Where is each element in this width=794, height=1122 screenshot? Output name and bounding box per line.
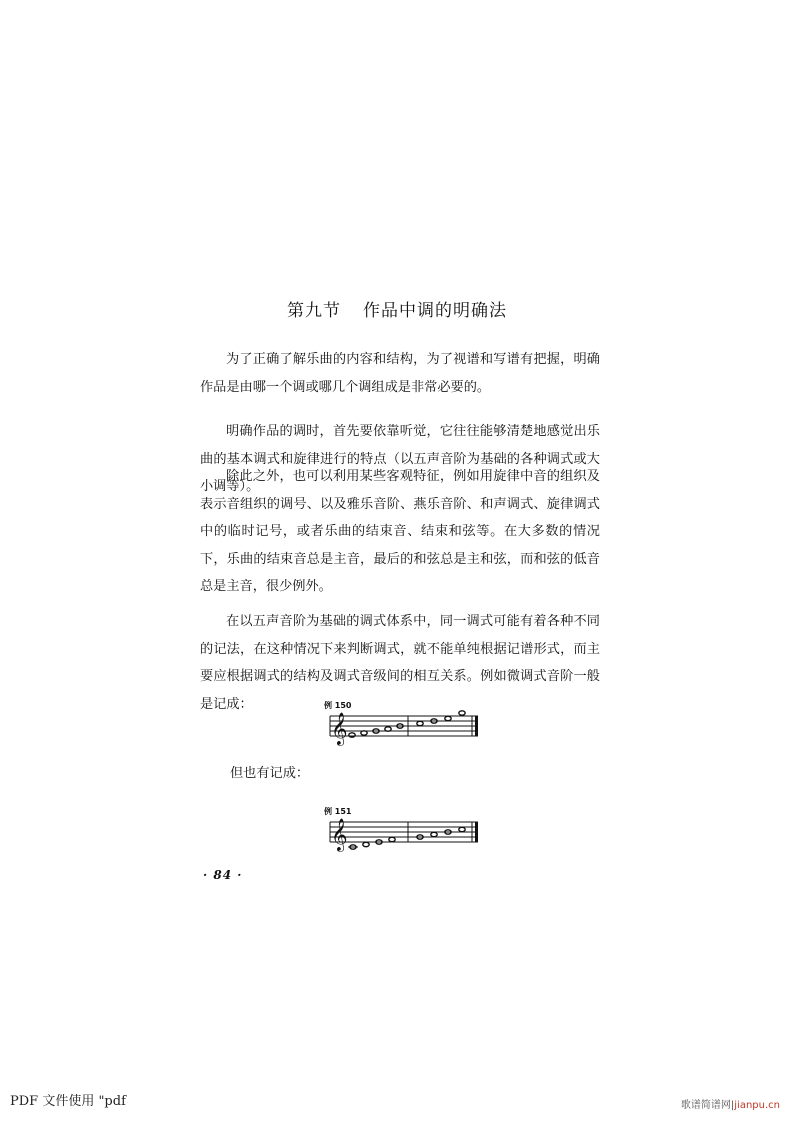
treble-clef-icon: 𝄞 bbox=[331, 818, 348, 851]
watermark: 歌谱简谱网|jianpu.cn bbox=[680, 1100, 780, 1111]
paragraph-2: 明确作品的调时，首先要依靠听觉，它往往能够清楚地感觉出乐曲的基本调式和旋律进行的特点（以五声音阶为基础的各种调式或大小调等）。 bbox=[200, 424, 600, 494]
paragraph-3: 除此之外，也可以利用某些客观特征，例如用旋律中音的组织及表示音组织的调号、以及雅乐音阶、燕乐音阶、和声调式、旋律调式中的临时记号，或者乐曲的结束音、结束和弦等。在大多数的情况下，乐曲的结束音总是主音，最后的和弦总是主和弦，而和弦的低音总是主音，很少例外。 bbox=[200, 469, 600, 594]
page-number: · 84 · bbox=[203, 868, 243, 882]
treble-clef-icon: 𝄞 bbox=[331, 712, 348, 745]
section-heading bbox=[0, 296, 794, 321]
section-number: 第九节 bbox=[287, 301, 341, 321]
example-150-label: 例 150 bbox=[324, 701, 352, 710]
watermark-site-name: 歌谱简谱网 bbox=[680, 1100, 731, 1111]
paragraph-1: 为了正确了解乐曲的内容和结构，为了视谱和写谱有把握，明确作品是由哪一个调或哪几个调组成是非常必要的。 bbox=[200, 352, 600, 395]
also-written-text: 但也有记成： bbox=[230, 766, 310, 781]
example-151-label: 例 151 bbox=[324, 807, 352, 816]
pdf-footer-text: PDF 文件使用 "pdf bbox=[10, 1094, 126, 1109]
paragraph-4: 在以五声音阶为基础的调式体系中，同一调式可能有着各种不同的记法，在这种情况下来判断调式，就不能单纯根据记谱形式，而主要应根据调式的结构及调式音级间的相互关系。例如微调式音阶一般是记成： bbox=[200, 614, 600, 712]
music-staff-example-150 bbox=[326, 706, 480, 746]
section-title: 作品中调的明确法 bbox=[363, 301, 507, 321]
watermark-url[interactable]: jianpu.cn bbox=[734, 1100, 780, 1111]
music-staff-example-151 bbox=[326, 814, 480, 854]
